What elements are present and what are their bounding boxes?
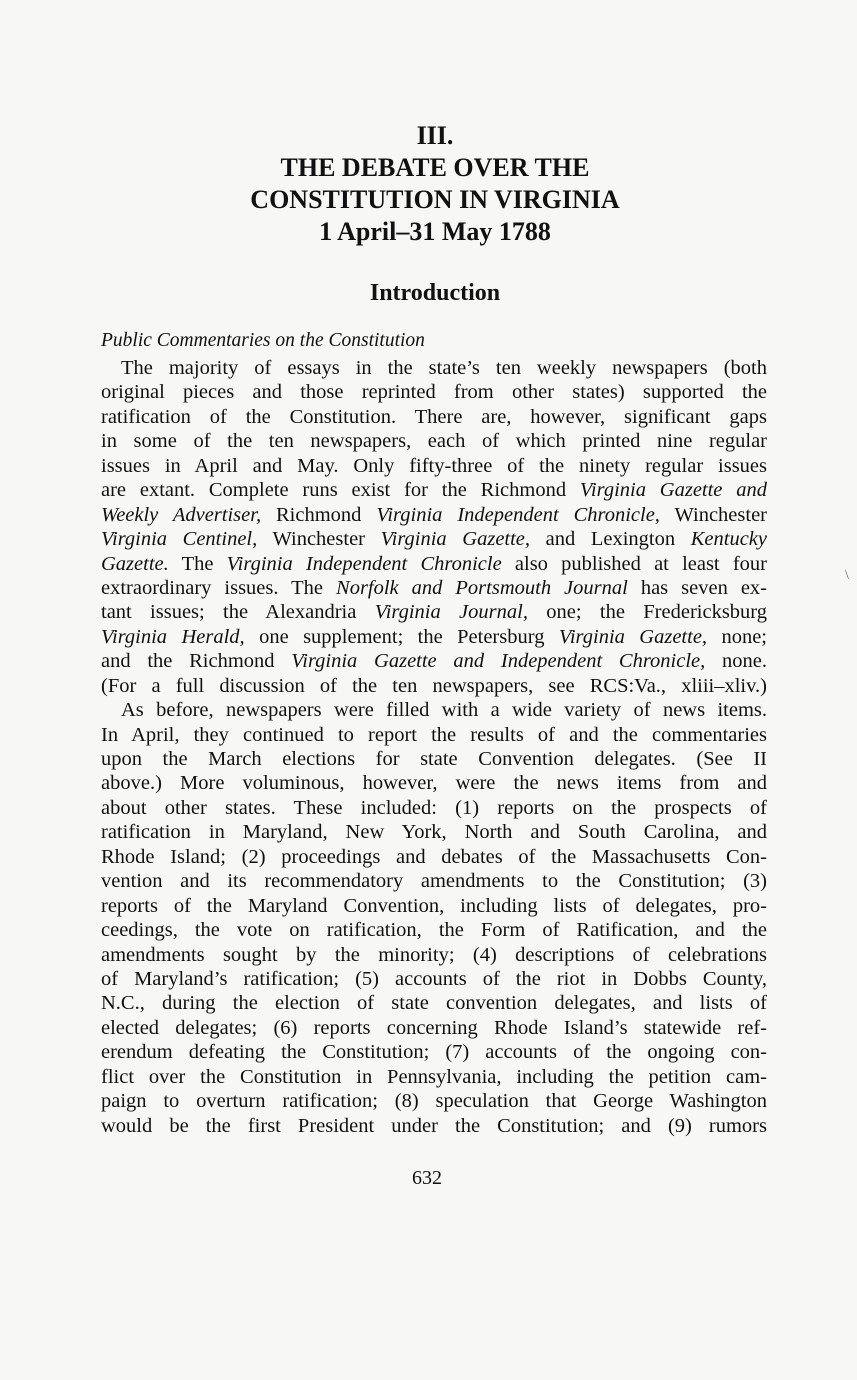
section-title: Introduction [369,280,501,306]
text-segment: and Lexington [530,528,691,551]
text-segment: elected delegates; (6) reports concerning Rhode Island’s statewide ref- [101,1016,767,1039]
text-line [101,356,767,380]
text-line [101,1016,767,1040]
text-line [101,429,767,453]
text-line [101,991,767,1015]
text-segment: none. [705,650,767,673]
text-line [101,820,767,844]
chapter-heading [0,120,857,248]
text-segment: of Maryland’s ratification; (5) accounts of the riot in Dobbs County, [101,967,767,990]
text-line [101,967,767,991]
body-text [101,356,767,1138]
text-segment: ratification in Maryland, New York, North and South Carolina, and [101,821,767,844]
text-segment: ratification of the Constitution. There are, however, significant gaps [101,405,767,428]
italic-text: Virginia Gazette and [579,479,767,502]
italic-text: Norfolk and Portsmouth Journal [336,576,628,599]
part-number: III. [416,121,454,150]
text-line [101,1089,767,1113]
text-line [101,478,767,502]
italic-text: Virginia Herald, [101,625,245,648]
text-line [101,649,767,673]
margin-mark: \ [845,568,849,583]
text-segment: would be the first President under the Constitution; and (9) rumors [101,1114,767,1137]
chapter-dates: 1 April–31 May 1788 [319,217,551,246]
italic-text: Virginia Centinel, [101,528,258,551]
text-line [101,796,767,820]
text-line [101,723,767,747]
text-line [101,600,767,624]
italic-text: Virginia Gazette, [558,625,708,648]
text-segment: one supplement; the Petersburg [244,625,559,648]
text-line [101,503,767,527]
text-line [101,552,767,576]
italic-text: Virginia Gazette, [380,528,531,551]
text-line [101,1065,767,1089]
italic-text: Virginia Independent Chronicle [226,552,502,575]
chapter-title-line-2: CONSTITUTION IN VIRGINIA [250,185,620,214]
text-segment: above.) More voluminous, however, were the news items from and [101,772,767,795]
text-segment: upon the March elections for state Convention delegates. (See II [101,748,767,770]
text-line [101,943,767,967]
italic-text: Virginia Journal, [374,601,528,624]
page-number: 632 [412,1167,442,1189]
text-segment: ceedings, the vote on ratification, the Form of Ratification, and the [101,919,767,942]
text-segment: In April, they continued to report the results of and the commentaries [101,723,767,746]
text-line [101,771,767,795]
text-line [101,747,767,771]
text-segment: As before, newspapers were filled with a wide variety of news items. [121,699,767,722]
text-line [101,405,767,429]
text-segment: amendments sought by the minority; (4) descriptions of celebrations [101,943,767,966]
text-segment: paign to overturn ratification; (8) speculation that George Washington [101,1090,767,1113]
text-segment: and the Richmond [101,650,292,673]
text-line [101,869,767,893]
text-line [101,527,767,551]
text-segment: about other states. These included: (1) reports on the prospects of [101,796,767,819]
text-segment: extraordinary issues. The [101,576,337,599]
text-segment: Winchester [257,528,381,551]
text-segment: N.C., during the election of state convention delegates, and lists of [101,992,767,1015]
text-segment: none; [707,625,767,648]
text-segment: tant issues; the Alexandria [101,601,375,624]
text-segment: original pieces and those reprinted from other states) supported the [101,381,767,404]
text-line [101,1040,767,1064]
italic-text: Kentucky [690,528,767,551]
text-segment: flict over the Constitution in Pennsylvania, including the petition cam- [101,1065,767,1088]
text-line [101,625,767,649]
text-segment: erendum defeating the Constitution; (7) accounts of the ongoing con- [101,1041,767,1064]
text-line [101,576,767,600]
text-segment: The [168,552,227,575]
text-line [101,454,767,478]
text-segment: has seven ex- [627,576,768,599]
text-segment: The majority of essays in the state’s ten weekly newspapers (both [121,357,767,379]
text-segment: Rhode Island; (2) proceedings and debates of the Massachusetts Con- [101,845,767,868]
text-line [101,894,767,918]
subsection-title: Public Commentaries on the Constitution [101,330,425,351]
text-line [101,1114,767,1138]
text-line [101,380,767,404]
text-segment: (For a full discussion of the ten newspapers, see RCS:Va., xliii–xliv.) [101,674,767,697]
text-segment: Richmond [261,503,377,526]
text-segment: one; the Fredericksburg [527,601,767,624]
italic-text: Weekly Advertiser, [101,503,262,526]
text-line [101,918,767,942]
text-segment: in some of the ten newspapers, each of which printed nine regular [101,430,767,453]
text-segment: also published at least four [501,552,767,575]
text-segment: reports of the Maryland Convention, including lists of delegates, pro- [101,894,767,917]
text-line [101,674,767,698]
text-line [101,698,767,722]
text-segment: Winchester [659,503,768,526]
text-segment: issues in April and May. Only fifty-three of the ninety regular issues [101,454,767,477]
italic-text: Gazette. [101,552,169,575]
text-line [101,845,767,869]
chapter-title-line-1: THE DEBATE OVER THE [280,153,590,182]
text-segment: are extant. Complete runs exist for the Richmond [101,479,580,502]
text-segment: vention and its recommendatory amendments to the Constitution; (3) [101,870,767,893]
italic-text: Virginia Gazette and Independent Chronicle, [291,650,706,673]
italic-text: Virginia Independent Chronicle, [376,503,660,526]
